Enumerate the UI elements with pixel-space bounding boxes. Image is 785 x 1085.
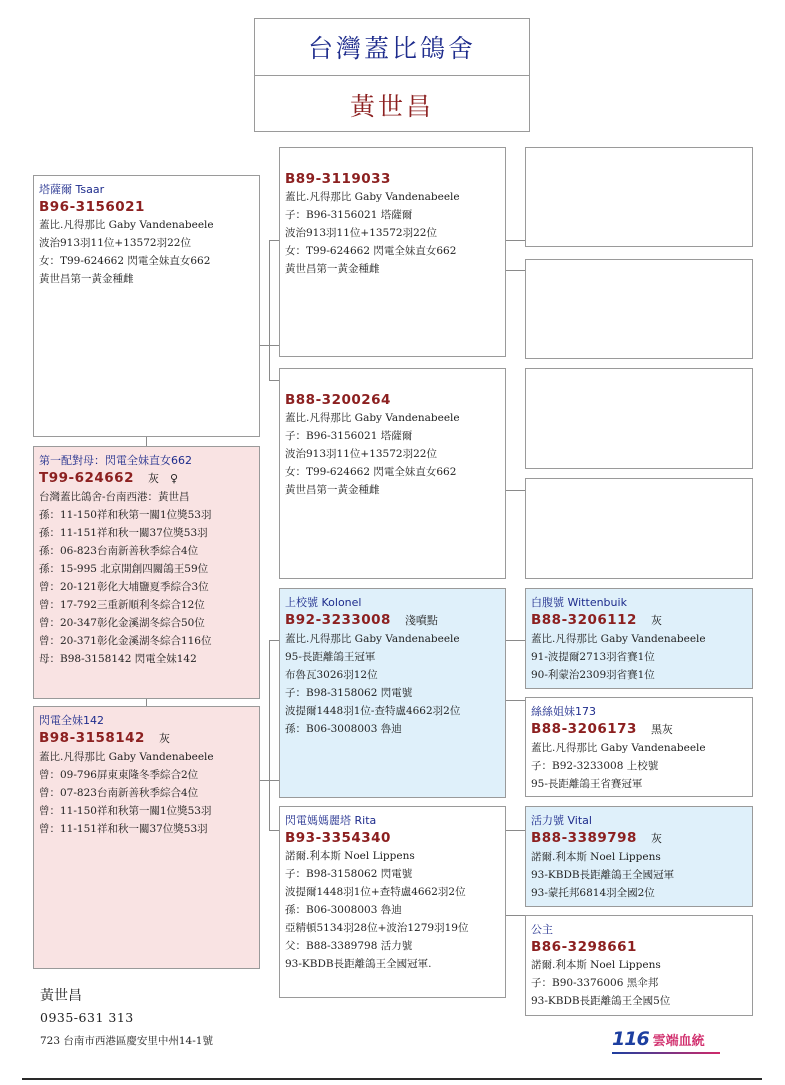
- pigeon-name: 絲絲姐妹173: [531, 705, 596, 718]
- info-line: 黃世昌第一黃金種雌: [39, 273, 134, 285]
- info-line: 曾：09-796屏東東隆冬季綜合2位: [39, 769, 199, 781]
- info-line: 子：B98-3158062 閃電號: [285, 687, 413, 699]
- connector: [505, 270, 525, 271]
- info-line: 母：B98-3158142 閃電全妹142: [39, 653, 197, 665]
- ring-number: B89-3119033: [285, 171, 391, 187]
- pigeon-name: 閃電全妹142: [39, 714, 104, 727]
- sire-a-card[interactable]: [279, 147, 506, 357]
- pigeon-name: 活力號 Vital: [531, 814, 592, 827]
- info-line: 女：T99-624662 閃電全妹直女662: [39, 255, 211, 267]
- empty-ancestor-card[interactable]: [525, 478, 753, 579]
- ring-number: B93-3354340: [285, 830, 391, 846]
- connector: [505, 640, 525, 641]
- info-line: 女：T99-624662 閃電全妹直女662: [285, 245, 457, 257]
- info-line: 子：B98-3158062 閃電號: [285, 868, 413, 880]
- ring-number: B86-3298661: [531, 939, 637, 955]
- bottom-divider: [22, 1078, 762, 1080]
- pigeon-name: 塔薩爾 Tsaar: [39, 183, 105, 196]
- info-line: 女：T99-624662 閃電全妹直女662: [285, 466, 457, 478]
- wittenbuik-card[interactable]: [525, 588, 753, 689]
- pigeon-name: 白腹號 Wittenbuik: [531, 596, 627, 609]
- mate-card[interactable]: [33, 446, 260, 699]
- color-sex: 灰: [158, 732, 170, 745]
- connector: [269, 240, 279, 241]
- info-line: 91-波提爾2713羽省賽1位: [531, 651, 655, 663]
- info-line: 93-KBDB長距離鴿王全國冠軍: [531, 869, 675, 881]
- info-line: 曾：20-121彰化大埔鹽夏季綜合3位: [39, 581, 209, 593]
- info-line: 蓋比.凡得那比 Gaby Vandenabeele: [39, 751, 214, 763]
- pigeon-name: 閃電媽媽麗塔 Rita: [285, 814, 377, 827]
- ring-number: B88-3206173: [531, 721, 637, 737]
- info-line: 95-長距離鴿王省賽冠軍: [531, 778, 643, 790]
- info-line: 波治913羽11位+13572羽22位: [39, 237, 191, 249]
- ring-number: B98-3158142: [39, 730, 145, 746]
- info-line: 蓋比.凡得那比 Gaby Vandenabeele: [285, 191, 460, 203]
- info-line: 波治913羽11位+13572羽22位: [285, 448, 437, 460]
- info-line: 孫：B06-3008003 魯迪: [285, 904, 402, 916]
- info-line: 蓋比.凡得那比 Gaby Vandenabeele: [285, 412, 460, 424]
- ring-number: B88-3206112: [531, 612, 637, 628]
- kolonel-card[interactable]: [279, 588, 506, 798]
- color-sex: 灰: [650, 832, 662, 845]
- info-line: 蓋比.凡得那比 Gaby Vandenabeele: [39, 219, 214, 231]
- logo-text: 雲端血統: [652, 1034, 705, 1049]
- info-line: 蓋比.凡得那比 Gaby Vandenabeele: [531, 633, 706, 645]
- info-line: 93-KBDB長距離鴿王全國5位: [531, 995, 671, 1007]
- info-line: 子：B90-3376006 黑伞邦: [531, 977, 659, 989]
- info-line: 曾：17-792三重新順利冬綜合12位: [39, 599, 205, 611]
- color-sex: 黑灰: [650, 723, 673, 736]
- info-line: 曾：20-347彰化金溪湖冬綜合50位: [39, 617, 205, 629]
- pigeon-name: 第一配對母：閃電全妹直女662: [39, 454, 192, 467]
- info-line: 諾爾.利本斯 Noel Lippens: [531, 959, 661, 971]
- info-line: 波治913羽11位+13572羽22位: [285, 227, 437, 239]
- rita-card[interactable]: [279, 806, 506, 998]
- connector: [269, 640, 270, 830]
- info-line: 台灣蓋比鴿舍-台南西港：黃世昌: [39, 491, 190, 503]
- info-line: 波提爾1448羽1位+查特盧4662羽2位: [285, 886, 466, 898]
- info-line: 黃世昌第一黃金種雌: [285, 263, 380, 275]
- empty-ancestor-card[interactable]: [525, 259, 753, 359]
- color-sex: 淺噴點: [404, 614, 438, 627]
- connector: [505, 240, 525, 241]
- info-line: 波提爾1448羽1位-查特盧4662羽2位: [285, 705, 461, 717]
- info-line: 蓋比.凡得那比 Gaby Vandenabeele: [285, 633, 460, 645]
- empty-ancestor-card[interactable]: [525, 147, 753, 247]
- contact-name: 黃世昌: [40, 988, 82, 1004]
- info-line: 90-利蒙治2309羽省賽1位: [531, 669, 655, 681]
- info-line: 曾：20-371彰化金溪湖冬綜合116位: [39, 635, 212, 647]
- subject-card[interactable]: [33, 175, 260, 437]
- info-line: 孫：11-151祥和秋一關37位獎53羽: [39, 527, 208, 539]
- info-line: 子：B96-3156021 塔薩爾: [285, 430, 413, 442]
- vital-card[interactable]: [525, 806, 753, 907]
- ring-number: B88-3389798: [531, 830, 637, 846]
- info-line: 95-長距離鴿王冠軍: [285, 651, 376, 663]
- connector: [269, 380, 279, 381]
- connector: [505, 915, 525, 916]
- info-line: 曾：07-823台南新善秋季綜合4位: [39, 787, 199, 799]
- info-line: 諾爾.利本斯 Noel Lippens: [531, 851, 661, 863]
- connector: [505, 700, 525, 701]
- sister173-card[interactable]: [525, 697, 753, 797]
- info-line: 曾：11-150祥和秋第一關1位獎53羽: [39, 805, 212, 817]
- color-sex: 灰 ♀: [147, 472, 179, 485]
- contact-phone[interactable]: 0935-631 313: [40, 1010, 134, 1025]
- ring-number: T99-624662: [39, 470, 134, 486]
- color-sex: 灰: [650, 614, 662, 627]
- princess-card[interactable]: [525, 915, 753, 1016]
- pigeon-name: 公主: [531, 923, 553, 936]
- info-line: 93-KBDB長距離鴿王全國冠軍.: [285, 958, 432, 970]
- info-line: 子：B96-3156021 塔薩爾: [285, 209, 413, 221]
- info-line: 93-蒙托邦6814羽全國2位: [531, 887, 655, 899]
- info-line: 孫：B06-3008003 魯迪: [285, 723, 402, 735]
- info-line: 父：B88-3389798 活力號: [285, 940, 413, 952]
- ring-number: B96-3156021: [39, 199, 145, 215]
- info-line: 諾爾.利本斯 Noel Lippens: [285, 850, 415, 862]
- connector: [505, 830, 525, 831]
- info-line: 黃世昌第一黃金種雌: [285, 484, 380, 496]
- loft-name: 台灣蓋比鴿舍: [255, 19, 529, 76]
- pigeon-name: 上校號 Kolonel: [285, 596, 362, 609]
- info-line: 蓋比.凡得那比 Gaby Vandenabeele: [531, 742, 706, 754]
- connector: [269, 640, 279, 641]
- connector: [146, 436, 147, 446]
- logo-number: 116: [612, 1028, 649, 1050]
- ring-number: B88-3200264: [285, 392, 391, 408]
- info-line: 孫：15-995 北京開創四關鴿王59位: [39, 563, 209, 575]
- info-line: 子：B92-3233008 上校號: [531, 760, 659, 772]
- brand-logo[interactable]: [612, 1028, 705, 1050]
- info-line: 孫：06-823台南新善秋季綜合4位: [39, 545, 199, 557]
- mate-dam-card[interactable]: [33, 706, 260, 969]
- title-box: [254, 18, 530, 132]
- sire-b-card[interactable]: [279, 368, 506, 579]
- ring-number: B92-3233008: [285, 612, 391, 628]
- empty-ancestor-card[interactable]: [525, 368, 753, 469]
- info-line: 孫：11-150祥和秋第一關1位獎53羽: [39, 509, 212, 521]
- connector: [269, 830, 279, 831]
- info-line: 布魯瓦3026羽12位: [285, 669, 378, 681]
- connector: [146, 698, 147, 706]
- owner-name: 黃世昌: [349, 91, 434, 121]
- info-line: 亞精頓5134羽28位+波治1279羽19位: [285, 922, 469, 934]
- contact-address: 723 台南市西港區慶安里中州14-1號: [40, 1035, 213, 1047]
- logo-underline: [612, 1052, 720, 1054]
- connector: [269, 240, 270, 380]
- info-line: 曾：11-151祥和秋一關37位獎53羽: [39, 823, 208, 835]
- connector: [505, 490, 525, 491]
